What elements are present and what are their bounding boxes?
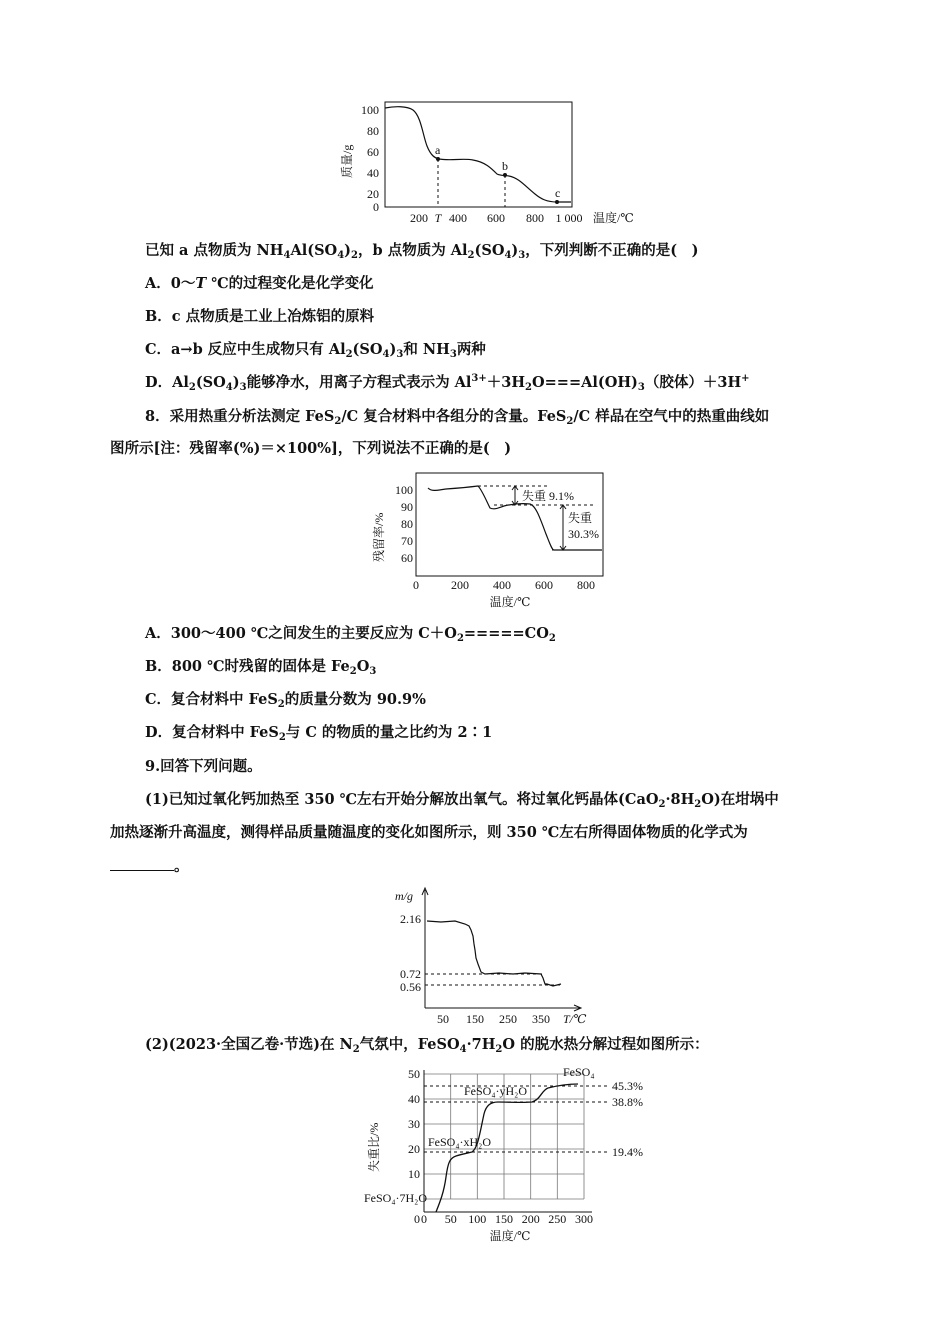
fig4-ylabel: 失重比/% [367,1122,381,1172]
fig4-species-y: FeSO₄·yH₂O [464,1084,528,1098]
fig4-xtick: 250 [548,1212,567,1226]
fig3-ytick: 0.56 [400,980,421,994]
fig4-ytick: 10 [408,1167,420,1181]
fig3-xtick: 150 [466,1012,484,1024]
q8-option-c[interactable]: C．复合材料中 FeS$_2$的质量分数为 90.9% [145,691,426,710]
fig1-label-b: b [502,159,508,173]
fig1-point-c [555,200,559,204]
q8-stem-line1: 8．采用热重分析法测定 FeS$_2$/C 复合材料中各组分的含量。FeS$_2$/C 样品在空气中的热重曲线如 [145,408,770,427]
fig2-ytick: 100 [395,483,413,497]
fig4-species-feso4: FeSO₄ [563,1065,595,1079]
fig1-xlabel: 温度/℃ [593,211,634,225]
fig1-xtick: 1 000 [555,211,583,225]
q9-part2: (2)(2023·全国乙卷·节选)在 $N_2$气氛中，$FeSO_4\cdot 7H_2O$ 的脱水热分解过程如图所示： [145,1036,709,1055]
fig1-ytick: 40 [367,166,379,180]
fig1-xtick: 600 [487,211,505,225]
fig3-curve [427,921,561,986]
q8-option-b[interactable]: B．800 ℃时残留的固体是 $Fe_2O_3$ [145,658,377,677]
fig4-right-label: 38.8% [612,1095,643,1109]
fig2-xtick: 400 [493,578,511,592]
fig1-ytick: 80 [367,124,379,138]
fig4-species-x: FeSO₄·xH₂O [428,1135,492,1149]
fig2-xtick: 200 [451,578,469,592]
fig1-label-a: a [435,143,441,157]
fig1-xtick-T: T [434,211,442,225]
q9-part1-line2: 加热逐渐升高温度，测得样品质量随温度的变化如图所示，则 350 ℃左右所得固体物质的化学式为 [110,824,748,841]
fig2-loss2-value: 30.3% [568,527,599,541]
fig4-species-7: FeSO₄·7H₂O [364,1191,428,1205]
fig1-xtick: 800 [526,211,544,225]
fig2-loss2-label: 失重 [568,511,593,525]
fig1-ylabel: 质量/g [340,144,354,178]
fig4-ytick-zero: 0 [414,1212,420,1226]
fig1-ytick: 100 [361,103,379,117]
fig4-ytick: 40 [408,1092,420,1106]
fig4-xtick: 200 [521,1212,540,1226]
q8-option-a[interactable]: A．300～400 ℃之间发生的主要反应为 $C+O_2=====CO_2$ [145,625,556,644]
q7-stem: 已知 a 点物质为 $NH_4Al(SO_4)_2$，b 点物质为 $Al_2(SO_4)_3$，下列判断不正确的是( ) [145,242,699,261]
fig1-point-a [436,157,440,161]
fig4-ytick: 30 [408,1117,420,1131]
fig1-label-c: c [555,186,561,200]
fig3-ytick: 0.72 [400,967,421,981]
fig3-ytick: 2.16 [400,912,421,926]
q9-title: 9.回答下列问题。 [145,758,262,775]
fig2-ytick: 70 [401,534,413,548]
fig1-curve [385,107,571,202]
fig3-xlabel: T/℃ [563,1012,587,1024]
fig2-ytick: 60 [401,551,413,565]
q9-part1-line1: (1)已知过氧化钙加热至 350 ℃左右开始分解放出氧气。将过氧化钙晶体$(CaO_2\cdot 8H_2O)$在坩埚中 [145,791,779,810]
fig2-xlabel: 温度/℃ [489,595,531,609]
fig2-xtick: 800 [577,578,595,592]
fig2-loss1-label: 失重 9.1% [522,489,574,503]
q7-option-a[interactable]: A．0～T ℃的过程变化是化学变化 [145,275,374,292]
fig4-xtick: 300 [575,1212,593,1226]
fig1-xtick: 400 [449,211,467,225]
fig4-xtick: 150 [495,1212,513,1226]
figure-feso4-dehydration [360,1062,650,1247]
fig1-ytick: 20 [367,187,379,201]
fig1-point-b [503,173,507,177]
q9-part1-line3: 。 [110,856,189,878]
figure-calcium-peroxide [375,884,600,1024]
fig2-ytick: 80 [401,517,413,531]
q8-option-d[interactable]: D．复合材料中 FeS$_2$与 C 的物质的量之比约为 2∶1 [145,724,493,743]
fig1-ytick: 60 [367,145,379,159]
q8-stem-line2: 图所示[注：残留率(%)＝×100%]，下列说法不正确的是( ) [110,440,512,457]
q7-option-b[interactable]: B．c 点物质是工业上冶炼铝的原料 [145,308,375,325]
fig3-ylabel: m/g [395,889,413,903]
fig1-xtick: 200 [410,211,428,225]
figure-mass-temperature [335,96,655,232]
fig3-xtick: 250 [499,1012,517,1024]
fig4-xtick: 50 [444,1212,457,1226]
answer-blank[interactable] [110,856,174,871]
fig3-xtick: 50 [437,1012,449,1024]
fig4-xtick: 100 [468,1212,487,1226]
fig4-ytick: 50 [408,1067,420,1081]
fig4-xlabel: 温度/℃ [489,1229,531,1243]
fig3-xtick: 350 [532,1012,550,1024]
fig4-right-label: 45.3% [612,1079,643,1093]
fig4-xtick: 0 [421,1212,427,1226]
fig2-ylabel: 残留率/% [372,512,386,562]
fig4-right-label: 19.4% [612,1145,643,1159]
q7-option-c[interactable]: C．a→b 反应中生成物只有 $Al_2(SO_4)_3$和 $NH_3$两种 [145,341,486,360]
q7-option-d[interactable]: D．$Al_2(SO_4)_3$能够净水，用离子方程式表示为 $Al^{3+}+3H_2O===Al(OH)_3$（胶体）＋3H+ [145,373,750,393]
fig2-ytick: 90 [401,500,413,514]
figure-residual-rate [370,470,620,612]
fig2-xtick: 0 [413,578,419,592]
fig2-xtick: 600 [535,578,553,592]
fig1-ytick: 0 [373,200,379,214]
fig1-frame [385,102,572,207]
fig4-ytick: 20 [408,1142,420,1156]
